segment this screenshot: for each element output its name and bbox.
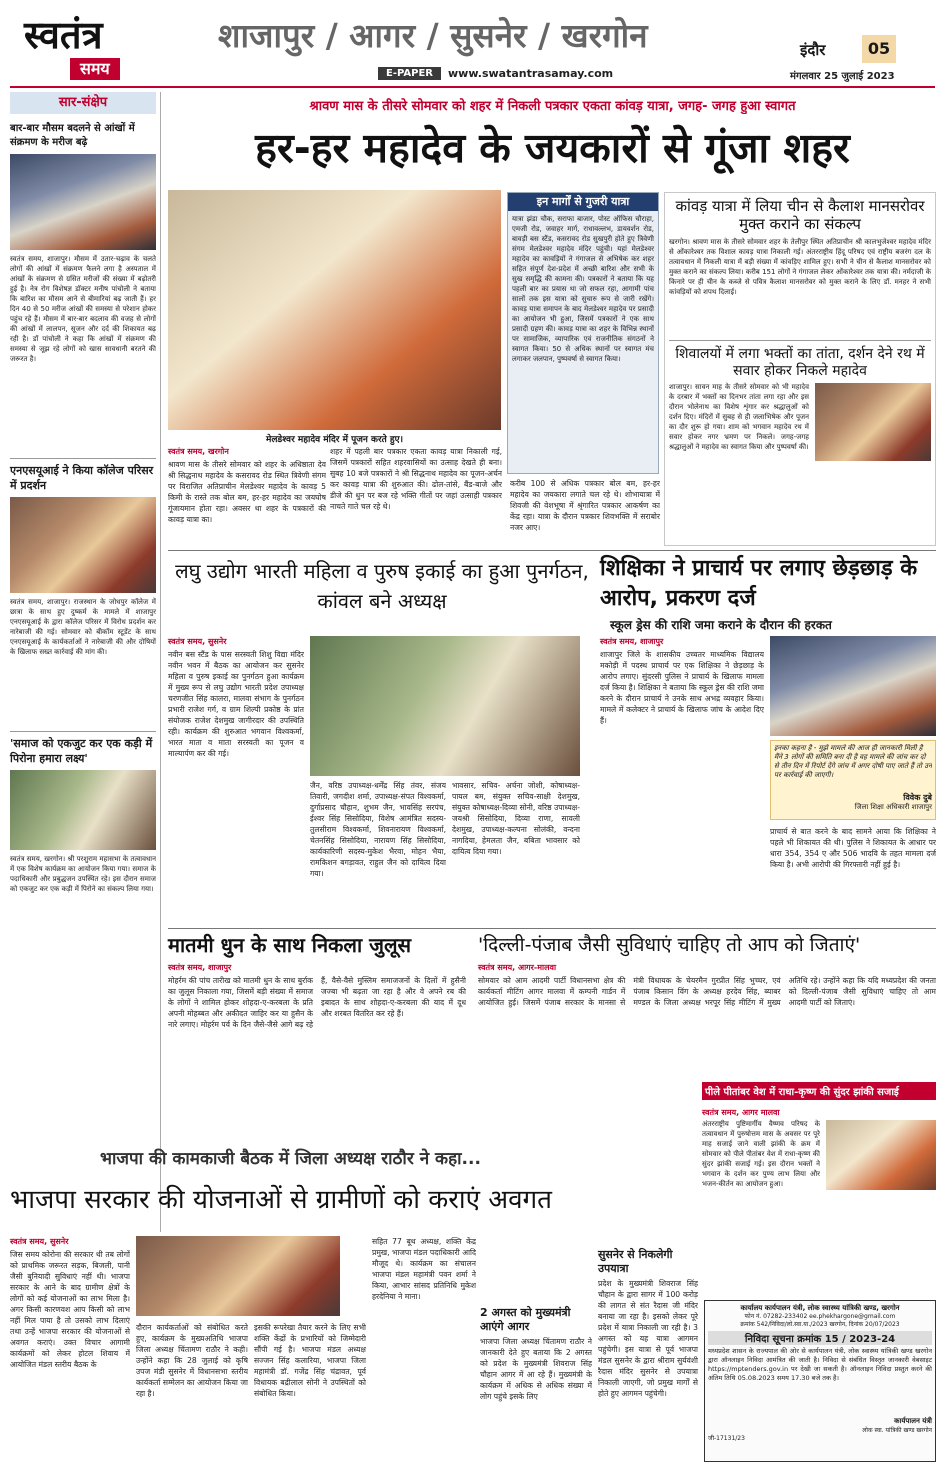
cm-box (480, 1306, 592, 1458)
story-text: नवीन बस स्टैंड के पास सरस्वती शिशु विद्या मंदिर नवीन भवन में बैठक का आयोजन कर सुसनेर महिला व पुरुष इकाई का पुनर्गठन हुआ कार्यक्रम में मुख्य रूप से लघु उद्योग भारती प्रदेश उपाध्यक्ष चरणजीत सिंह कालरा, मालवा संभाग के पुनर्गठन प्रभारी राजेश गर्ग, व ग्राम शिल्पी प्रकोष्ठ के प्रांत संयोजक राजेश देशमुख जागीरदार की उपस्थिति रही। कार्यक्रम की शुरुआत भगवान विश्वकर्मा, भारत माता व माता सरस्वती का पूजन व माल्यार्पण कर की गई। (168, 650, 304, 758)
right-top-column (664, 192, 936, 546)
masthead-cities: शाजापुर / आगर / सुसनेर / खरगोन (218, 16, 648, 55)
sidebar-item2-title: एनएसयूआई ने किया कॉलेज परिसर में प्रदर्शन (10, 464, 154, 492)
samaj-meeting-photo (10, 770, 156, 850)
route-box-text: यात्रा झंडा चौक, सराफा बाजार, पोस्ट ऑफिस चौराहा, एमजी रोड, जवाहर मार्ग, राधावल्लभ, डायवर्शन रोड, बावड़ी बस स्टैंड, कसरावद रोड सुखपुरी होते हुए त्रिवेणी संगम मेलडेश्वर महादेव मंदिर पहुंची। यहां मेलडेश्वर महादेव का कावड़ियों ने गंगाजल से अभिषेक कर शहर सहित संपूर्ण देश-प्रदेश में अच्छी बारिश और सभी के सुख समृद्धि की कामना की। पत्रकारों ने बताया कि यह पहली बार का प्रयास था जो सफल रहा, आगामी पांच सालों तक इस यात्रा को सुचारु रूप से जारी रखेंगे। कावड़ यात्रा समापन के बाद मेलडेश्वर महादेव पर प्रसादी का आयोजन भी हुआ, जिसमें पत्रकारों ने एक साथ प्रसादी ग्रहण की। कावड़ यात्रा का शहर के विभिन्न स्थानों पर सामाजिक, व्यापारिक एवं राजनीतिक संगठनों ने स्वागत किया। 50 से अधिक स्थानों पर स्वागत मंच लगाकर जलपान, पुष्पवर्षा से स्वागत किया। (512, 215, 654, 363)
mahadev-rath-photo (815, 383, 931, 461)
laghu-col3: भावसार, सचिव- अर्चना जोशी, कोषाध्यक्ष-पायल बम, संयुक्त सचिव-साक्षी देशमुख, संयुक्त कोषाध्यक्ष-दिव्या सोनी, वरिष्ठ उपाध्यक्ष-जयश्री सिसोदिया, दिव्या राणा, सावली देशमुख, उपाध्यक्ष-कल्पना सोलंकी, वन्दना नागदिया, हेमलता जैन, बबिता भावसार को दायित्व दिया गया। (452, 781, 580, 856)
eye-check-photo (10, 154, 156, 250)
page-number: 05 (862, 35, 896, 63)
byline: स्वतंत्र समय, आगर मालवा (702, 1108, 780, 1117)
notice-text: मध्यप्रदेश शासन के राज्यपाल की ओर से कार्यपालन यंत्री, लोक स्वास्थ्य यांत्रिकी खण्ड खरगोन द्वारा ऑनलाइन निविदा आमंत्रित की जाती है। निविदा से संबंधित विस्तृत जानकारी वेबसाइट https://mptenders.gov.in पर देखी जा सकती है। ऑनलाइन निविदा प्रस्तुत करने की अंतिम तिथि 05.08.2023 समय 17.30 बजे तक है। (708, 1347, 932, 1382)
story-text: मोहर्रम की पांच तारीख को मातमी धुन के साथ बुर्राक का जुलूस निकाला गया, जिसमें बड़ी संख्या में समाज के लोगों ने शामिल होकर शोहदा-ए-करबला के प्रति अपनी मोहब्बत और अकीदत जाहिर कर या हुसैन के नारे लगाए। मोहर्रम पर्व के दिन जैसे-जैसे आगे बढ़ रहे हैं, वैसे-वैसे मुस्लिम समाजजनों के दिलों में हुसैनी जज्बा भी बढ़ता जा रहा है और वे अपने रब की इबादत के साथ शोहदा-ए-करबला की याद में दूध और शरबत वितरित कर रहे हैं। (168, 976, 466, 1029)
story-text: सोमवार को आम आदमी पार्टी विधानसभा क्षेत्र की कार्यकर्ता मीटिंग आगर मालवा में कम्पनी गार्डन में आयोजित हुई। जिसमें पंजाब सरकार के मानसा से मंत्री विधायक के चेयरमैन गुरप्रीत सिंह भुच्चर, एवं पंजाब किसान विंग के अध्यक्ष हरदेव सिंह, ब्याबर मण्डल के जिला अध्यक्ष भरपूर सिंह मीटिंग में मुख्य अतिथि रहे। उन्होंने कहा कि यदि मध्यप्रदेश की जनता को दिल्ली-पंजाब जैसी सुविधाएं चाहिए तो आम आदमी पार्टी को जिताएं। (478, 976, 936, 1007)
shikshika-col2: प्राचार्य से बात करने के बाद सामने आया कि शिक्षिका ने पहले भी शिकायत की थी। पुलिस ने शिकायत के आधार पर धारा 354, 354 ए और 506 भादवि के तहत मामला दर्ज किया है। अभी आरोपी की गिरफ्तारी नहीं हुई है। (770, 827, 936, 869)
sidebar-divider (160, 92, 161, 1232)
julus-story (168, 962, 466, 1080)
route-box-title: इन मार्गों से गुजरी यात्रा (508, 193, 658, 211)
top-kicker: श्रावण मास के तीसरे सोमवार को शहर में निकली पत्रकार एकता कांवड़ यात्रा, जगह- जगह हुआ स्वागत (309, 99, 796, 114)
shikshika-col1 (600, 636, 764, 926)
bjp-col3: इसकी रूपरेखा तैयार करने के लिए सभी शक्ति केंद्रों के प्रभारियों को जिम्मेदारी सौंपी गई है। भाजपा मंडल अध्यक्ष सज्जन सिंह कलारिया, भाजपा जिला महामंत्री डॉ. गजेंद्र सिंह चंद्रावत, पूर्व विधायक बद्रीलाल सोनी ने उपस्थितों को संबोधित किया। (254, 1323, 366, 1398)
masthead-city: इंदौर (800, 41, 826, 59)
kailash-headline: कांवड़ यात्रा में लिया चीन से कैलाश मानसरोवर मुक्त कराने का संकल्प (675, 197, 925, 233)
byline: स्वतंत्र समय, आगर-मालवा (478, 963, 557, 972)
masthead-rule (10, 86, 935, 88)
story-text: अंतरराष्ट्रीय पुष्टिमार्गीय वैष्णव परिषद के तत्वावधान में पुरुषोत्तम मास के अवसर पर पूरे माह सजाई जाने वाली झांकी के क्रम में सोमवार को पीले पीतांबर वेश में राधा-कृष्ण की सुंदर झांकी सजाई गई। इस दौरान भक्तों ने भगवान के दर्शन कर पुण्य लाभ लिया और भजन-कीर्तन का आयोजन हुआ। (702, 1120, 820, 1188)
sidebar-item1-text: स्वतंत्र समय, शाजापुर। मौसम में उतार-चढ़ाव के चलते लोगों की आंखों में संक्रमण फैलने लगा है अस्पताल में आंखों के संक्रमण से ग्रसित मरीजों की संख्या में बढ़ोतरी हुई है। नेत्र रोग विशेषज्ञ डॉक्टर मनीष पांचोली ने बताया कि बारिश का मौसम आने से बीमारियां बढ़ जाती हैं। हर दिन 40 से 50 मरीज आंखों की समस्या से परेशान होकर पहुंच रहे हैं। मौसम में बार-बार बदलाव की वजह से लोगों की आंखों में लालपन, सूजन और दर्द की शिकायत बढ़ रही है। डॉ पांचोली ने कहा कि आंखों में संक्रमण की समस्या से जूझ रहे लोगों को खास सावधानी बरतने की जरूरत है। (10, 255, 156, 363)
route-box (507, 192, 659, 474)
byline: स्वतंत्र समय, खरगोन (168, 447, 229, 456)
notice-ref: क्रमांक 542/निविदा/लो.स्वा.या./2023 खरगोन, दिनांक 20/07/2023 (740, 1321, 900, 1328)
issue-date: मंगलवार 25 जुलाई 2023 (790, 71, 895, 82)
upyatra-text: प्रदेश के मुख्यमंत्री शिवराज सिंह चौहान के द्वारा सागर में 100 करोड़ की लागत से संत रैदास जी मंदिर बनाया जा रहा है। इसको लेकर पूरे प्रदेश में यात्रा निकाली जा रही है। 3 अगस्त को यह यात्रा आगमन पहुंचेगी। इस यात्रा से पूर्व भाजपा मंडल सुसनेर के द्वारा श्रीराम सुर्यवंशी रैदास मंदिर सुसनेर से उपयात्रा निकाली जाएगी, जो प्रमुख मार्गों से होते हुए आगमन पहुंचेगी। (598, 1279, 698, 1398)
notice-footer: जी-17131/23 (708, 1435, 745, 1442)
sidebar-item3-title: 'समाज को एकजुट कर एक कड़ी में पिरोना हमारा लक्ष्य' (10, 737, 153, 765)
shivalay-headline: शिवालयों में लगा भक्तों का तांता, दर्शन देने रथ में सवार होकर निकले महादेव (675, 346, 925, 379)
story-text: श्रावण मास के तीसरे सोमवार को शहर के अधिष्ठाता देव श्री सिद्धनाथ महादेव के कसरावद रोड स्थित त्रिवेणी संगम पर विराजित अतिप्राचीन मेलडेश्वर महादेव के कावड़ 5 किमी के रास्ते तक बोल बम, हर-हर महादेव का जयघोष गूंजायमान होता रहा। अवसर था शहर के पत्रकारों की कावड़ यात्रा का। (168, 460, 326, 524)
notice-sign: कार्यपालन यंत्री (894, 1417, 932, 1425)
julus-headline: मातमी धुन के साथ निकला जुलूस (168, 933, 412, 957)
story-text: शाजापुर जिले के शासकीय उच्चतर माध्यमिक विद्यालय मकोड़ी में पदस्थ प्राचार्य पर एक शिक्षिका ने छेड़छाड़ के आरोप लगाए। सुंदरसी पुलिस ने प्राचार्य के खिलाफ मामला दर्ज किया है। शिक्षिका ने बताया कि स्कूल ड्रेस की राशि जमा करने के दौरान प्राचार्य ने उनके साथ अभद्र व्यवहार किया। मामले में कलेक्टर ने प्राचार्य के खिलाफ जांच के आदेश दिए हैं। (600, 650, 764, 725)
shikshika-illustration (770, 636, 936, 736)
section-rule (168, 928, 936, 929)
sidebar-item1-title: बार-बार मौसम बदलने से आंखों में संक्रमण के मरीज बढ़े (10, 123, 135, 148)
cm-box-title: 2 अगस्त को मुख्यमंत्री आएंगे आगर (480, 1306, 571, 1333)
quote-name: विवेक दुबे (903, 793, 932, 802)
notice-title: निविदा सूचना क्रमांक 15 / 2023-24 (708, 1331, 932, 1345)
radha-krishna-photo (826, 1120, 936, 1190)
tender-notice (704, 1300, 936, 1462)
byline: स्वतंत्र समय, सुसनेर (10, 1237, 69, 1246)
sidebar (10, 92, 156, 1232)
bjp-headline: भाजपा सरकार की योजनाओं से ग्रामीणों को कराएं अवगत (10, 1185, 552, 1215)
laghu-meeting-photo (310, 636, 580, 776)
quote-box (770, 740, 936, 820)
laghu-col2: जैन, वरिष्ठ उपाध्यक्ष-धर्मेंद्र सिंह तंवर, संजय तिवारी, जगदीश शर्मा, उपाध्यक्ष-संपत विश्वकर्मा, दुर्गाप्रसाद चौहान, शुभम जैन, भावसिंह सरपंच, ईश्वर सिंह सिसोदिया, विशेष आमंत्रित सदस्य-तुलसीराम विश्वकर्मा, शिवनारायण विश्वकर्मा, चेतनसिंह सिसोदिया, नारायण सिंह सिसोदिया, कार्यकारिणी सदस्य-मुकेश भैरवा, मोहन भैया, रामकिशन बगड़ावत, राहुल जैन को दायित्व दिया गया। (310, 781, 446, 878)
jhanki-headline: पीले पीतांबर वेश में राधा-कृष्ण की सुंदर झांकी सजाई (702, 1082, 936, 1100)
kanwad-puja-photo (168, 190, 501, 430)
sidebar-item2-text: स्वतंत्र समय, शाजापुर। राजस्थान के जोधपुर कॉलेज में छात्रा के साथ हुए दुष्कर्म के मामले में शाजापुर एनएसयूआई के द्वारा कॉलेज परिसर में विरोध प्रदर्शन कर नारेबाजी की गई। सोमवार को बीकॉम स्टूडेंट के साथ एनएसयूआई के कार्यकर्ताओं ने नारेबाजी की और दोषियों के खिलाफ सख्त कार्रवाई की मांग की। (10, 598, 156, 656)
top-story-col3: करीब 100 से अधिक पत्रकार बोल बम, हर-हर महादेव का जयकारा लगाते चल रहे थे। शोभायात्रा में शिवजी की वेशभूषा में श्रृंगारित पत्रकार आकर्षण का केंद्र रहा। यात्रा के दौरान पत्रकार शिवभक्ति में सराबोर नजर आए। (510, 479, 660, 532)
jhanki-story (702, 1100, 936, 1240)
laghu-col1 (168, 636, 304, 921)
logo-line1: स्वतंत्र (24, 12, 103, 57)
shikshika-headline: शिक्षिका ने प्राचार्य पर लगाए छेड़छाड़ के आरोप, प्रकरण दर्ज (600, 556, 918, 611)
bjp-col2: दौरान कार्यकर्ताओं को संबोधित करते हुए, कार्यक्रम के मुख्यअतिथि भाजपा जिला अध्यक्ष चिंतामण राठौर ने कही। उन्होंने कहा कि 28 जुलाई को कृषि उपज मंडी सुसनेर में विधानसभा स्तरीय कार्यकर्ता सम्मेलन का आयोजन किया जा रहा है। (136, 1323, 248, 1398)
divider (10, 458, 156, 459)
epaper-label: E-PAPER (378, 67, 441, 80)
top-story-col2: शहर में पहली बार पत्रकार एकता कावड़ यात्रा निकाली गई, जिसमें पत्रकारों सहित शहरवासियों का उत्साह देखते ही बना। सुबह 10 बजे पत्रकारों ने श्री सिद्धनाथ महादेव का पूजन-अर्चन कर कावड़ यात्रा की शुरुआत की। ढोल-तांसे, बैंड-बाजे और डीजे की धुन पर बज रहे भक्ति गीतों पर जहां उत्साही पत्रकार नाचते गाते चल रहे थे। (330, 447, 502, 511)
upyatra-title: सुसनेर से निकलेगी उपयात्रा (598, 1248, 673, 1275)
top-story-col1 (168, 446, 326, 546)
bjp-col1 (10, 1236, 130, 1458)
shivalay-text: शाजापुर। सावन माह के तीसरे सोमवार को भी महादेव के दरबार में भक्तों का दिनभर तांता लगा रहा और इस दौरान भोलेनाथ का विशेष शृंगार कर श्रद्धालुओं को दर्शन दिए। मंदिरों में सुबह से ही जलाभिषेक और पूजन का दौर शुरू हो गया। शाम को भगवान महादेव रथ में सवार होकर नगर भ्रमण पर निकले। जगह-जगह श्रद्धालुओं ने महादेव का स्वागत किया और पुष्पवर्षा की। (669, 383, 809, 451)
quote-text: इनका कहना है - मुझे मामले की आज ही जानकारी मिली है मैंने 3 लोगों की समिति बना दी है वह मामले की जांच कर दो से तीन दिन में रिपोर्ट देंगे जांच में अगर दोषी पाए जाते हैं तो उन पर कार्रवाई की जाएगी। (774, 744, 932, 779)
section-rule (168, 550, 936, 551)
bjp-meeting-photo (136, 1236, 340, 1316)
logo (24, 14, 154, 84)
nsui-protest-photo (10, 497, 156, 593)
cm-box-text: भाजपा जिला अध्यक्ष चिंतामण राठौर ने जानकारी देते हुए बताया कि 2 अगस्त को प्रदेश के मुख्यमंत्री शिवराज सिंह चौहान आगर में आ रहे हैं। मुख्यमंत्री के कार्यक्रम में अधिक से अधिक संख्या में लोग पहुंचे इसके लिए (480, 1337, 592, 1401)
notice-office: कार्यालय कार्यपालन यंत्री, लोक स्वास्थ्य यांत्रिकी खण्ड, खरगोन (740, 1304, 900, 1312)
byline: स्वतंत्र समय, शाजापुर (600, 637, 664, 646)
divider (669, 340, 931, 341)
divider (10, 731, 156, 732)
photo-caption: मेलडेश्वर महादेव मंदिर में पूजन करते हुए। (265, 435, 404, 445)
dilli-story (478, 962, 936, 1080)
dilli-headline: 'दिल्ली-पंजाब जैसी सुविधाएं चाहिए तो आप को जिताएं' (478, 934, 861, 956)
kailash-text: खरगोन। श्रावण मास के तीसरे सोमवार शहर के तेलीपुर स्थित अतिप्राचीन श्री कालभुजेश्वर महादेव मंदिर से ओंकारेश्वर तक विशाल कावड़ यात्रा निकाली गई। अंतरराष्ट्रीय हिंदू परिषद एवं राष्ट्रीय बजरंग दल के तत्वावधान में निकली यात्रा में बड़ी संख्या में कांवड़िए शामिल हुए। सभी ने चीन से कैलाश मानसरोवर को मुक्त कराने का संकल्प लिया। करीब 151 लोगों ने गंगाजल लेकर ओंकारेश्वर तक यात्रा की। नर्मदाजी के किनारे पर ही चीन के कब्जे से पवित्र कैलाश मानसरोवर को मुक्त कराने के लिए डॉ. मनहर ने सभी कांवड़ियों को शपथ दिलाई। (669, 238, 931, 296)
masthead (0, 0, 945, 90)
laghu-udyog-headline: लघु उद्योग भारती महिला व पुरुष इकाई का हुआ पुनर्गठन, कांवल बने अध्यक्ष (175, 559, 589, 613)
story-text: जिस समय कोरोना की सरकार थी तब लोगों को प्राथमिक जरूरत सड़क, बिजली, पानी जैसी बुनियादी सुविधाएं नहीं थी। भाजपा सरकार के आने के बाद ग्रामीण क्षेत्रों के लोगों को कई योजनाओं का लाभ मिला है। अगर किसी कारणवश आप किसी को लाभ नहीं मिल पाया है तो उसको लाभ दिलाएं तथा उन्हें भाजपा सरकार की योजनाओं से अवगत कराएं। उक्त विचार आगामी कार्यक्रमों को लेकर होटल शिवाय में आयोजित मंडल स्तरीय बैठक के (10, 1250, 130, 1369)
notice-sign2: लोक स्वा. यांत्रिकी खण्ड खरगोन (862, 1427, 932, 1434)
upyatra-story (598, 1248, 698, 1458)
website-link[interactable]: www.swatantrasamay.com (448, 67, 614, 80)
shikshika-subhead: स्कूल ड्रेस की राशि जमा कराने के दौरान की हरकत (610, 618, 832, 632)
bjp-kicker: भाजपा की कामकाजी बैठक में जिला अध्यक्ष राठौर ने कहा... (100, 1149, 481, 1169)
top-headline: हर-हर महादेव के जयकारों से गूंजा शहर (255, 124, 850, 172)
sidebar-title: सार-संक्षेप (10, 92, 156, 114)
bjp-col4: सहित 77 बूथ अध्यक्ष, शक्ति केंद्र प्रमुख, भाजपा मंडल पदाधिकारी आदि मौजूद थे। कार्यक्रम का संचालन भाजपा मंडल महामंत्री पवन शर्मा ने किया, आभार सांसद प्रतिनिधि मुकेश हरदेनिया ने माना। (372, 1237, 476, 1301)
quote-role: जिला शिक्षा अधिकारी शाजापुर (854, 803, 932, 811)
byline: स्वतंत्र समय, सुसनेर (168, 637, 227, 646)
byline: स्वतंत्र समय, शाजापुर (168, 963, 232, 972)
logo-line2: समय (70, 58, 120, 80)
sidebar-item3-text: स्वतंत्र समय, खरगोन। श्री परशुराम महासभा के तत्वावधान में एक विशेष कार्यक्रम का आयोजन किया गया। समाज के पदाधिकारी और प्रबुद्धजन उपस्थित रहे। इस दौरान समाज को एकजुट कर एक कड़ी में पिरोने का संकल्प लिया गया। (10, 855, 156, 893)
notice-phone: फोन नं. 07282-233402 ee.phekhargone@gmail.com (744, 1313, 896, 1320)
